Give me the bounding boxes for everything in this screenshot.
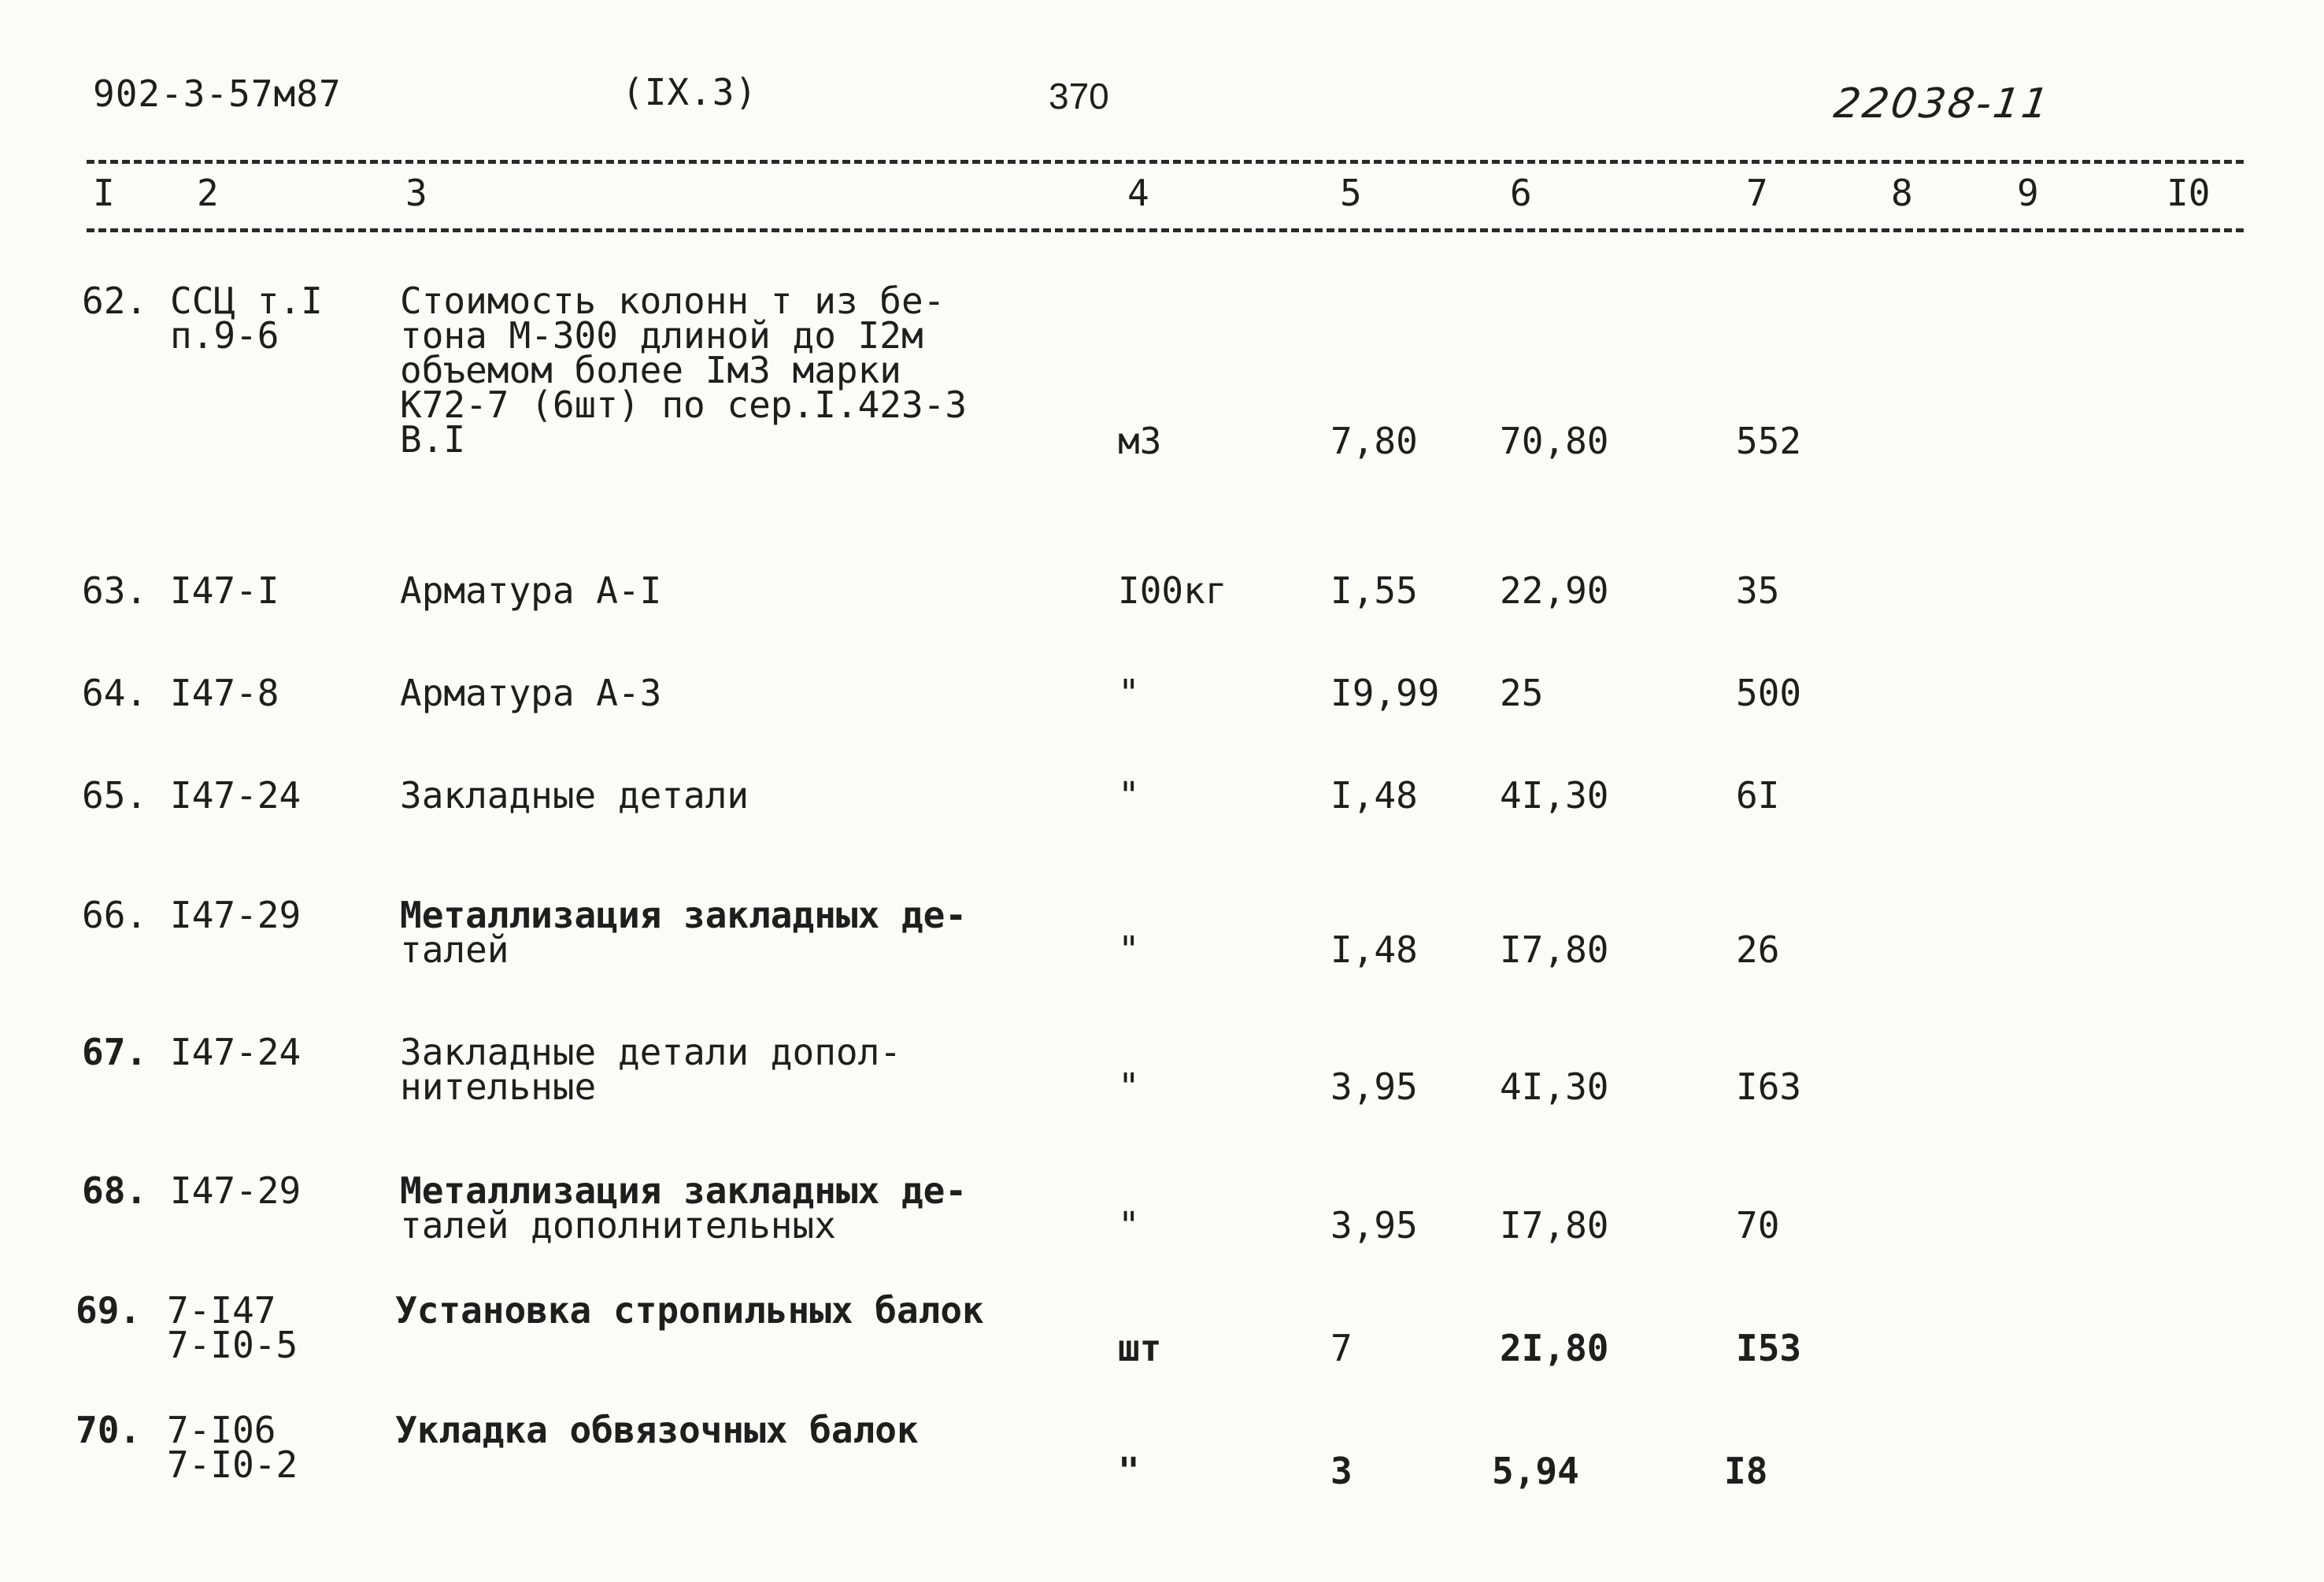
row-description-line: талей дополнительных: [400, 1204, 836, 1247]
row-total: I53: [1736, 1327, 1802, 1369]
row-quantity: 7: [1330, 1327, 1353, 1369]
row-description-line: объемом более Iм3 марки: [400, 349, 901, 391]
row-description-line: Установка стропильных балок: [395, 1289, 984, 1332]
row-unit-price: 70,80: [1500, 420, 1609, 462]
row-code-line: 7-I47: [167, 1289, 276, 1332]
row-number: 63.: [82, 569, 148, 612]
column-number-7: 7: [1746, 172, 1768, 214]
row-total: 552: [1736, 420, 1802, 462]
row-total: 6I: [1736, 774, 1780, 817]
row-unit-price: 4I,30: [1500, 1065, 1609, 1108]
row-description-line: Арматура А-3: [400, 672, 662, 714]
row-unit: ": [1118, 1204, 1140, 1247]
row-description-line: К72-7 (6шт) по сер.I.423-3: [400, 383, 968, 426]
row-quantity: 3,95: [1330, 1065, 1418, 1108]
row-quantity: 7,80: [1330, 420, 1418, 462]
column-number-5: 5: [1340, 172, 1362, 214]
row-code-line: I47-29: [170, 1169, 302, 1212]
row-description-line: нительные: [400, 1065, 597, 1108]
row-number: 68.: [82, 1169, 148, 1212]
row-code-line: 7-I0-2: [167, 1443, 298, 1486]
row-code-line: ССЦ т.I: [170, 280, 323, 322]
row-quantity: I9,99: [1330, 672, 1440, 714]
row-code-line: I47-I: [170, 569, 279, 612]
row-number: 62.: [82, 280, 148, 322]
row-quantity: I,48: [1330, 928, 1418, 971]
row-number: 66.: [82, 894, 148, 936]
row-code-line: п.9-6: [170, 314, 279, 357]
row-description-line: талей: [400, 928, 509, 971]
column-number-4: 4: [1127, 172, 1149, 214]
row-code-line: 7-I0-5: [167, 1324, 298, 1366]
row-unit-price: 25: [1500, 672, 1544, 714]
header-divider-bottom: [87, 228, 2244, 232]
column-number-10: I0: [2167, 172, 2211, 214]
row-unit-price: 2I,80: [1500, 1327, 1609, 1369]
row-number: 65.: [82, 774, 148, 817]
row-code-line: I47-24: [170, 774, 302, 817]
row-unit: ": [1118, 928, 1140, 971]
row-code-line: 7-I06: [167, 1409, 276, 1451]
row-description-line: Арматура А-I: [400, 569, 662, 612]
row-quantity: 3: [1330, 1450, 1353, 1492]
row-unit: ": [1118, 1450, 1140, 1492]
row-description-line: Закладные детали: [400, 774, 749, 817]
document-code: 902-3-57м87: [93, 72, 342, 115]
row-description-line: Металлизация закладных де-: [400, 1169, 968, 1212]
row-code-line: I47-29: [170, 894, 302, 936]
column-number-9: 9: [2017, 172, 2039, 214]
row-description-line: Стоимость колонн т из бе-: [400, 280, 946, 322]
row-unit-price: 4I,30: [1500, 774, 1609, 817]
column-number-3: 3: [405, 172, 427, 214]
column-number-8: 8: [1891, 172, 1913, 214]
row-code-line: I47-8: [170, 672, 279, 714]
row-description-line: тона М-300 длиной до I2м: [400, 314, 923, 357]
page-number: 370: [1049, 76, 1109, 117]
row-total: I63: [1736, 1065, 1802, 1108]
row-description-line: Укладка обвязочных балок: [395, 1409, 919, 1451]
row-description-line: Закладные детали допол-: [400, 1031, 901, 1073]
column-number-1: I: [93, 172, 115, 214]
row-number: 67.: [82, 1031, 148, 1073]
row-unit: ": [1118, 672, 1140, 714]
row-description-line: Металлизация закладных де-: [400, 894, 968, 936]
column-number-6: 6: [1510, 172, 1532, 214]
row-unit: ": [1118, 1065, 1140, 1108]
row-total: I8: [1724, 1450, 1768, 1492]
row-total: 70: [1736, 1204, 1780, 1247]
sheet-reference: (IX.3): [622, 71, 758, 113]
row-quantity: I,48: [1330, 774, 1418, 817]
row-total: 500: [1736, 672, 1802, 714]
row-unit: ": [1118, 774, 1140, 817]
row-quantity: 3,95: [1330, 1204, 1418, 1247]
row-code-line: I47-24: [170, 1031, 302, 1073]
row-unit-price: 5,94: [1492, 1450, 1579, 1492]
row-total: 35: [1736, 569, 1780, 612]
row-quantity: I,55: [1330, 569, 1418, 612]
row-unit-price: I7,80: [1500, 928, 1609, 971]
row-unit: I00кг: [1118, 569, 1227, 612]
row-number: 64.: [82, 672, 148, 714]
row-unit-price: I7,80: [1500, 1204, 1609, 1247]
handwritten-number: 22038-11: [1830, 80, 2054, 128]
row-unit: м3: [1118, 420, 1162, 462]
column-number-2: 2: [197, 172, 219, 214]
row-total: 26: [1736, 928, 1780, 971]
row-number: 70.: [76, 1409, 142, 1451]
row-unit: шт: [1118, 1327, 1162, 1369]
header-divider-top: [87, 160, 2244, 164]
row-description-line: В.I: [400, 418, 466, 461]
row-unit-price: 22,90: [1500, 569, 1609, 612]
row-number: 69.: [76, 1289, 142, 1332]
